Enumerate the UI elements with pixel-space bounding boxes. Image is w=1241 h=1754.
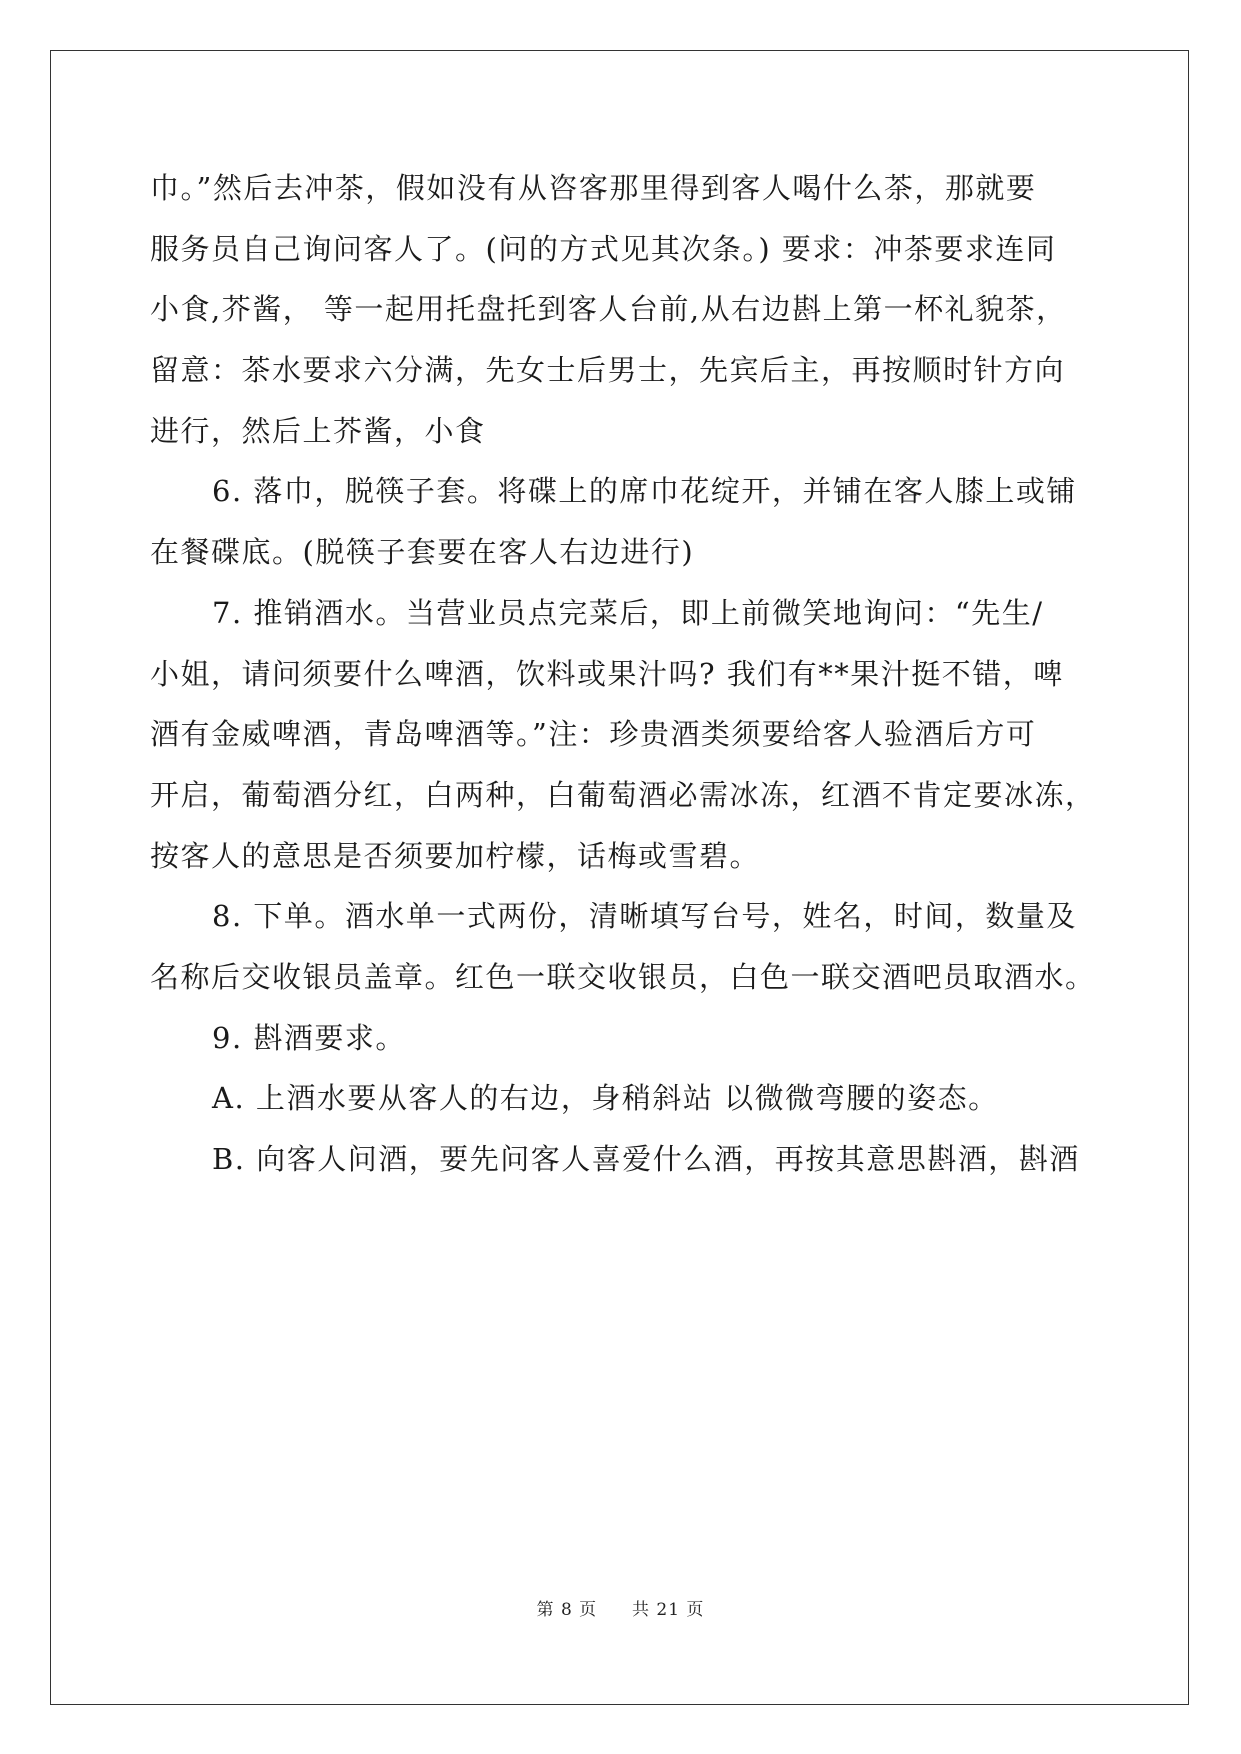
document-body	[150, 158, 1096, 1190]
text-line-item-6: 6. 落巾，脱筷子套。将碟上的席巾花绽开，并铺在客人膝上或铺	[212, 474, 1077, 509]
text-line-item-9: 9. 斟酒要求。	[212, 1020, 406, 1055]
text-line: 开启，葡萄酒分红，白两种，白葡萄酒必需冰冻，红酒不肯定要冰冻，	[150, 777, 1096, 812]
page-footer	[0, 1595, 1241, 1620]
text-line: 按客人的意思是否须要加柠檬，话梅或雪碧。	[150, 838, 761, 873]
text-line: 名称后交收银员盖章。红色一联交收银员，白色一联交酒吧员取酒水。	[150, 959, 1096, 994]
text-line: 服务员自己询问客人了。(问的方式见其次条。) 要求：冲茶要求连同	[150, 231, 1057, 266]
page-number: 第 8 页	[536, 1600, 598, 1620]
text-line: 在餐碟底。(脱筷子套要在客人右边进行)	[150, 535, 695, 570]
page-total: 共 21 页	[631, 1600, 705, 1620]
text-line: 小姐，请问须要什么啤酒，饮料或果汁吗? 我们有**果汁挺不错，啤	[150, 656, 1064, 691]
text-line: 留意：茶水要求六分满，先女士后男士，先宾后主，再按顺时针方向	[150, 353, 1066, 388]
text-line: 小食,芥酱， 等一起用托盘托到客人台前,从右边斟上第一杯礼貌茶，	[150, 292, 1067, 327]
text-line: 酒有金威啤酒，青岛啤酒等。”注：珍贵酒类须要给客人验酒后方可	[150, 717, 1037, 752]
text-line: 进行，然后上芥酱，小食	[150, 413, 486, 448]
text-line: 巾。”然后去冲茶，假如没有从咨客那里得到客人喝什么茶，那就要	[150, 171, 1037, 205]
text-line-item-a: A. 上酒水要从客人的右边，身稍斜站 以微微弯腰的姿态。	[212, 1081, 999, 1116]
text-line-item-8: 8. 下单。酒水单一式两份，清晰填写台号，姓名，时间，数量及	[212, 899, 1077, 934]
text-line-item-7: 7. 推销酒水。当营业员点完菜后，即上前微笑地询问：“先生/	[212, 595, 1044, 630]
text-line-item-b: B. 向客人问酒，要先问客人喜爱什么酒，再按其意思斟酒，斟酒	[212, 1142, 1080, 1176]
